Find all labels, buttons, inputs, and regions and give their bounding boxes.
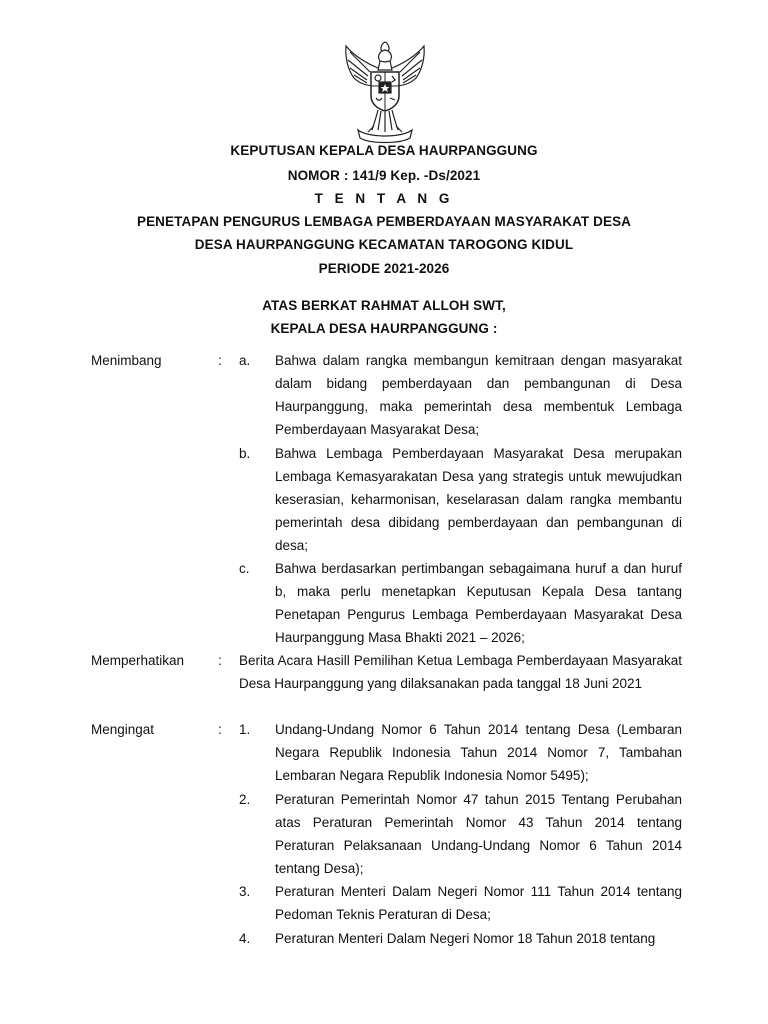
- section-colon: :: [218, 353, 222, 368]
- list-item-text: Bahwa berdasarkan pertimbangan sebagaimana huruf a dan huruf b, maka perlu menetapkan Keputusan Kepala Desa tantang Penetapan Pengurus Lembaga Pemberdayaan Masyarakat Desa Haurpanggung Masa Bhakti 2021 – 2026;: [275, 561, 682, 645]
- decree-about: T E N T A N G: [314, 191, 454, 206]
- section-colon: :: [218, 722, 222, 737]
- list-item-text: Peraturan Menteri Dalam Negeri Nomor 18 Tahun 2018 tentang: [275, 931, 656, 946]
- decree-blessing: ATAS BERKAT RAHMAT ALLOH SWT,: [262, 298, 506, 313]
- decree-subject-line-1: PENETAPAN PENGURUS LEMBAGA PEMBERDAYAAN MASYARAKAT DESA: [136, 214, 632, 229]
- section-label-memperhatikan: Memperhatikan: [91, 653, 185, 668]
- list-item-text: Peraturan Pemerintah Nomor 47 tahun 2015 Tentang Perubahan atas Peraturan Pemerintah Nomor 43 Tahun 2014 tentang Peraturan Pelaksanaan Undang-Undang Nomor 6 Tahun 2014 tentang Desa);: [275, 792, 682, 876]
- decree-subject-line-2: DESA HAURPANGGUNG KECAMATAN TAROGONG KIDUL: [194, 237, 574, 252]
- list-item-text: Bahwa Lembaga Pemberdayaan Masyarakat Desa merupakan Lembaga Kemasyarakatan Desa yang strategis untuk mewujudkan keserasian, keharmonisan, keselarasan dalam rangka membantu pemerintah desa dibidang pemberdayaan dan pembangunan di desa;: [275, 446, 682, 553]
- list-item-marker: 2.: [239, 792, 251, 807]
- section-label-mengingat: Mengingat: [91, 722, 155, 737]
- section-label-menimbang: Menimbang: [91, 353, 162, 368]
- garuda-emblem-icon: [340, 38, 430, 146]
- decree-issuer: KEPALA DESA HAURPANGGUNG :: [270, 321, 498, 336]
- list-item-marker: c.: [239, 561, 250, 576]
- decree-number: NOMOR : 141/9 Kep. -Ds/2021: [287, 168, 481, 183]
- list-item-marker: a.: [239, 353, 251, 368]
- memperhatikan-text: Berita Acara Hasill Pemilihan Ketua Lembaga Pemberdayaan Masyarakat Desa Haurpanggung yang dilaksanakan pada tanggal 18 Juni 2021: [239, 653, 682, 691]
- list-item-text: Undang-Undang Nomor 6 Tahun 2014 tentang Desa (Lembaran Negara Republik Indonesia Tahun 2014 Nomor 7, Tambahan Lembaran Negara Republik Indonesia Nomor 5495);: [275, 722, 682, 783]
- list-item-marker: 1.: [239, 722, 251, 737]
- list-item-text: Peraturan Menteri Dalam Negeri Nomor 111 Tahun 2014 tentang Pedoman Teknis Peraturan di Desa;: [275, 884, 682, 922]
- list-item-text: Bahwa dalam rangka membangun kemitraan dengan masyarakat dalam bidang pemberdayaan dan pembangunan di Desa Haurpanggung, maka pemerintah desa membentuk Lembaga Pemberdayaan Masyarakat Desa;: [275, 353, 682, 437]
- decree-title: KEPUTUSAN KEPALA DESA HAURPANGGUNG: [230, 143, 538, 158]
- list-item-marker: 3.: [239, 884, 251, 899]
- list-item-marker: b.: [239, 446, 251, 461]
- decree-period: PERIODE 2021-2026: [318, 261, 450, 276]
- list-item-marker: 4.: [239, 931, 251, 946]
- section-colon: :: [218, 653, 222, 668]
